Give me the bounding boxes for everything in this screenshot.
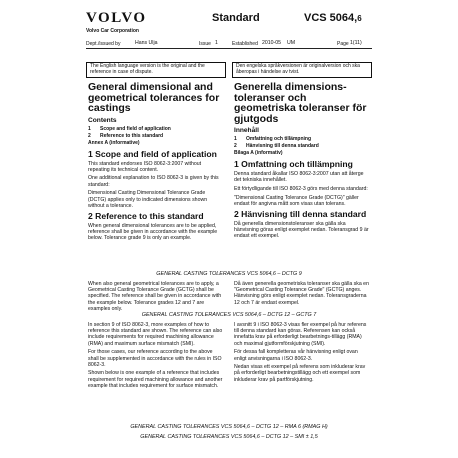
toc-text: Reference to this standard [100, 132, 164, 139]
english-s3-p3: Shown below is one example of a reference that includes requirement for required machining allowance and another example that includes requirement for surface mismatch. [88, 370, 223, 389]
english-s3-p2: For those cases, our reference according to the above shall be supplemented in accordance with the rules in ISO 8062-3. [88, 349, 222, 368]
page-value: 1(11) [350, 40, 362, 46]
example-line-1: GENERAL CASTING TOLERANCES VCS 5064,6 – DCTG 9 [156, 271, 302, 277]
toc-text: Scope and field of application [100, 125, 171, 132]
example-line-4: GENERAL CASTING TOLERANCES VCS 5064,6 – DCTG 12 – SMI ± 1,5 [140, 434, 318, 440]
toc-text: Omfattning och tillämpning [246, 136, 311, 142]
english-section2-heading: 2 Reference to this standard [88, 210, 204, 221]
notice-english: The English language version is the original and the reference in case of dispute. [86, 62, 226, 78]
um-value: UM [287, 40, 296, 46]
dept-label: Dept./issued by [86, 41, 121, 47]
english-section3 [88, 322, 224, 392]
english-s1-p1: This standard endorses ISO 8062-3:2007 without repeating its technical content. [88, 160, 202, 173]
swedish-lower-column [234, 281, 370, 308]
doc-number-suffix: 6 [357, 14, 362, 23]
established-value: 2010-05 [262, 40, 282, 46]
swedish-title: Generella dimensions-toleranser och geometriska toleranser för gjutgods [234, 81, 367, 125]
example-line-3: GENERAL CASTING TOLERANCES VCS 5064,6 – DCTG 12 – RMA 6 (RMAG H) [130, 424, 328, 430]
english-lower-column [88, 281, 224, 315]
swedish-column [234, 82, 370, 242]
english-s3-p1: In section 9 of ISO 8062-3, more examples of how to reference this standard are shown. The reference can also include requirements for required machining allowance (RMA) and maximum surface mismatch (SMI). [88, 322, 223, 347]
company-name: Volvo Car Corporation [86, 28, 139, 34]
issue-value: 1 [215, 40, 218, 46]
english-contents-heading: Contents [88, 116, 117, 124]
english-title: General dimensional and geometrical tolerances for castings [88, 81, 220, 114]
english-toc [88, 126, 224, 147]
doc-number-main: VCS 5064, [304, 12, 358, 24]
notice-swedish: Den engelska språkversionen är originalversion och ska åberopas i händelse av tvist. [232, 62, 372, 78]
english-column [88, 82, 224, 244]
toc-number: 2 [234, 143, 237, 149]
english-toc-item[interactable] [88, 126, 224, 133]
swedish-s1-p1: Denna standard åkallar ISO 8062-3:2007 utan att återge det tekniska innehållet. [234, 171, 364, 184]
swedish-annex[interactable]: Bilaga A (informativ) [234, 150, 283, 156]
page-label: Page [337, 41, 349, 47]
volvo-logo: VOLVO [86, 10, 147, 26]
header-rule [86, 48, 372, 49]
toc-text: Hänvisning till denna standard [246, 143, 319, 149]
swedish-s2b-p1: Då även generella geometriska toleranser ska gälla ska en "Geometrical Casting Tolerance Grade" (GCTG) anges. Hänvisning görs enligt exemplet nedan. Toleransgraderna 12 och 7 är endast exempel. [234, 281, 369, 306]
english-s2b-p1: When also general geometrical tolerances are to apply, a Geometrical Casting Tolerance Grade (GCTG) shall be specified. The reference shall be given in accordance with the example below. Tolerance grades 12 and 7 are examples only. [88, 281, 222, 312]
english-s2-p1: When general dimensional tolerances are to be applied, reference shall be given in accordance with the example below. Tolerance grade 9 is only an example. [88, 222, 218, 242]
issue-label: Issue [199, 41, 211, 47]
toc-number: 1 [88, 125, 91, 132]
swedish-s3-p1: I avsnitt 9 i ISO 8062-3 visas fler exempel på hur referens till denna standard kan göras. Referensen kan också innefatta krav på erforderligt bearbetnings-tillägg (RMA) och maximal gjutformförskjutning (SMI). [234, 322, 367, 347]
english-annex[interactable]: Annex A (informative) [88, 139, 140, 146]
toc-number: 1 [234, 136, 237, 142]
toc-number: 2 [88, 132, 91, 139]
swedish-s2-p1: Då generella dimensionstoleranser ska gälla ska hänvisning göras enligt exemplet nedan. Toleransgrad 9 är endast ett exempel. [234, 221, 369, 240]
swedish-toc-item[interactable] [234, 136, 370, 143]
swedish-section2-heading: 2 Hänvisning till denna standard [234, 209, 367, 220]
swedish-toc-item[interactable] [234, 143, 370, 150]
swedish-s3-p2: För dessa fall kompletteras vår hänvisning enligt ovan enligt anvisningarna i ISO 8062-3. [234, 349, 358, 362]
swedish-section1-heading: 1 Omfattning och tillämpning [234, 159, 353, 169]
issuer-value: Hans Ulja [135, 40, 158, 46]
doc-number [304, 12, 362, 25]
swedish-toc [234, 136, 370, 157]
english-section1-heading: 1 Scope and field of application [88, 148, 217, 159]
swedish-s3-p3: Nedan visas ett exempel på referens som inkluderar krav på erforderligt bearbetningstillägg och ett exempel som inkluderar krav på partförskjutning. [234, 364, 366, 383]
swedish-contents-heading: Innehåll [234, 127, 259, 134]
english-s1-p3: Dimensional Casting Dimensional Tolerance Grade (DCTG) applies only to indicated dimensions shown without a tolerance. [88, 190, 208, 209]
english-s1-p2: One additional explanation to ISO 8062-3 is given by this standard: [88, 175, 219, 188]
doc-kind: Standard [212, 12, 260, 24]
established-label: Established [232, 41, 258, 47]
example-line-2: GENERAL CASTING TOLERANCES VCS 5064,6 – DCTG 12 – GCTG 7 [141, 312, 317, 318]
swedish-s1-p3: "Dimensional Casting Tolerance Grade (DCTG)" gäller endast för angivna mått som visas utan tolerans. [234, 194, 359, 207]
english-toc-item[interactable] [88, 133, 224, 140]
swedish-section3 [234, 322, 370, 385]
swedish-s1-p2: Ett förtydligande till ISO 8062-3 görs med denna standard: [234, 185, 368, 192]
